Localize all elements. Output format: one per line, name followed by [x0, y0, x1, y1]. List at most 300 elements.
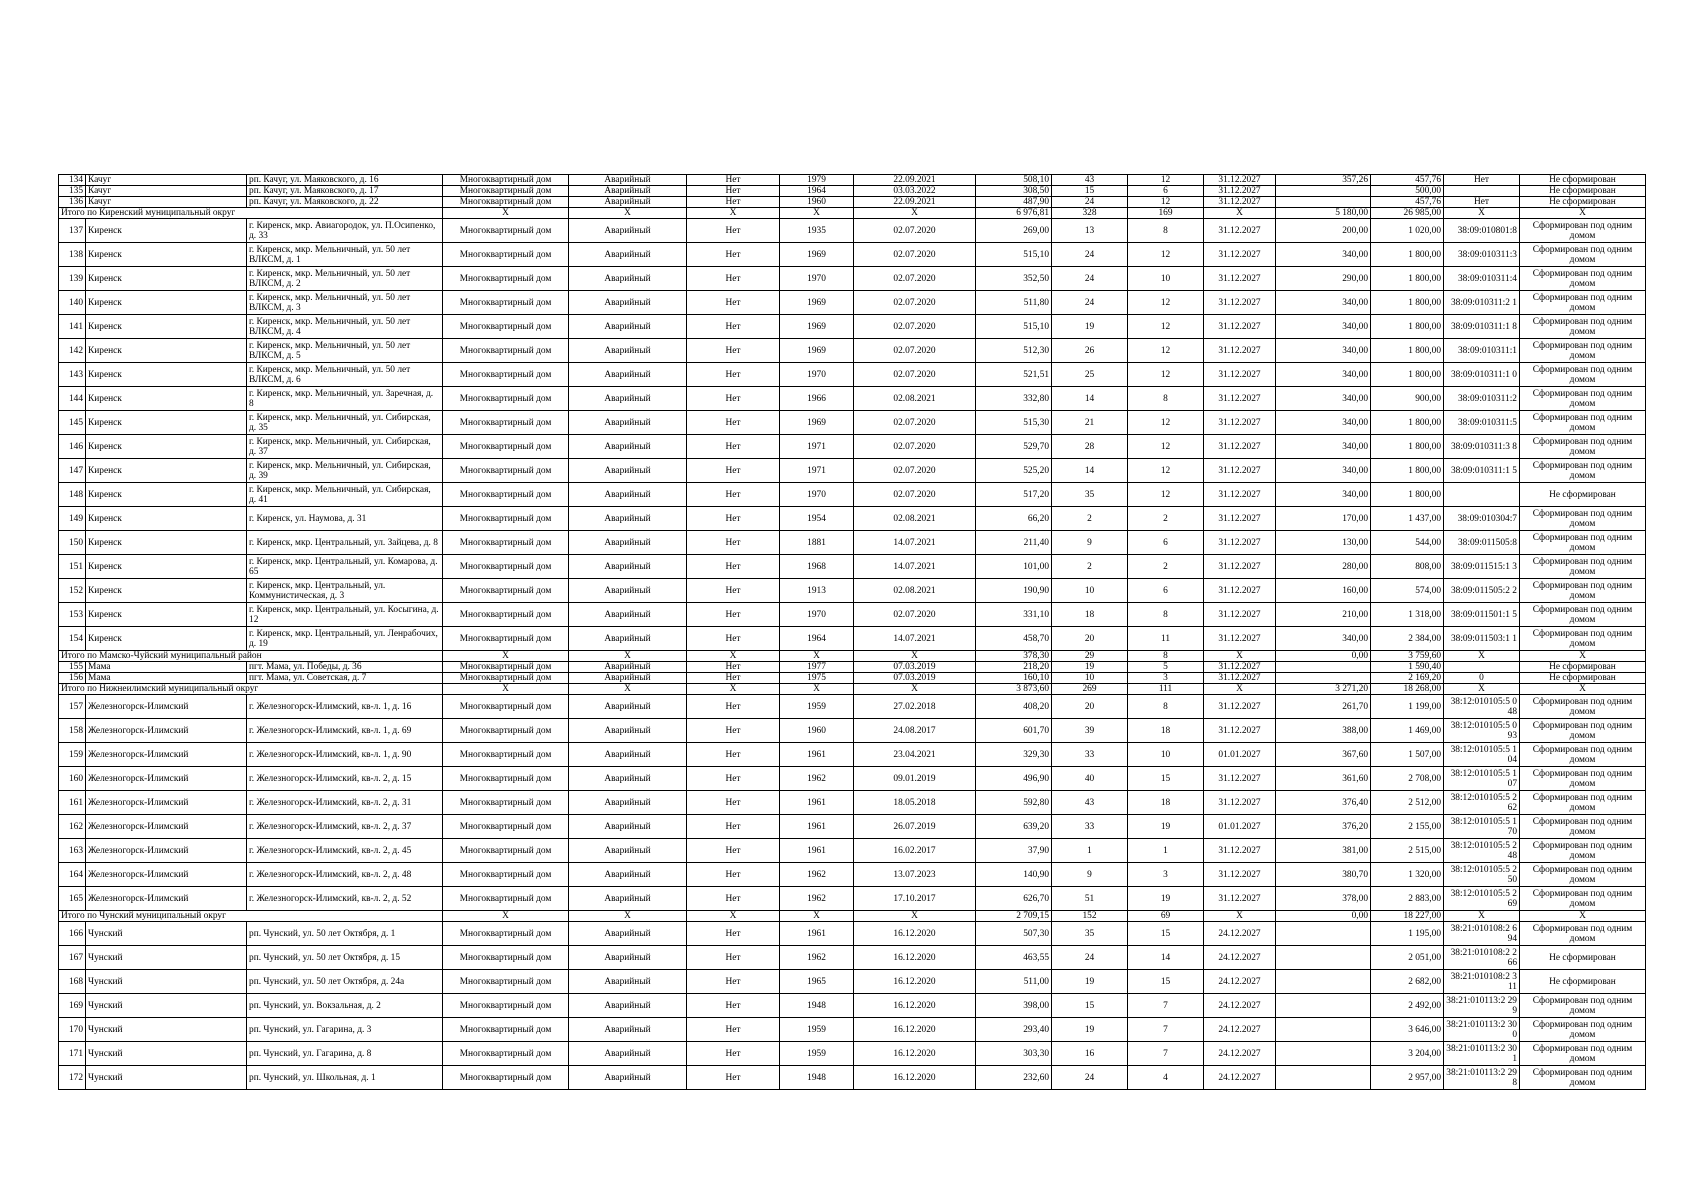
heritage-flag: Нет: [687, 719, 780, 743]
building-type: Многоквартирный дом: [443, 994, 569, 1018]
row-number: 153: [59, 603, 86, 627]
x-mark: X: [443, 911, 569, 922]
land-area: 340,00: [1276, 315, 1371, 339]
build-year: 1969: [780, 243, 854, 267]
row-number: 167: [59, 946, 86, 970]
land-area: [1276, 994, 1371, 1018]
residents: 39: [1052, 719, 1128, 743]
building-state: Аварийный: [569, 267, 687, 291]
building-type: Многоквартирный дом: [443, 695, 569, 719]
row-number: 145: [59, 411, 86, 435]
planned-date: 31.12.2027: [1204, 531, 1276, 555]
land-status: Сформирован под одним домом: [1520, 507, 1646, 531]
land-area: 376,40: [1276, 791, 1371, 815]
living-area: 515,10: [976, 315, 1052, 339]
recognition-date: 16.12.2020: [854, 994, 976, 1018]
living-area: 37,90: [976, 839, 1052, 863]
address: г. Киренск, мкр. Авиагородок, ул. П.Осипенко, д. 33: [247, 219, 443, 243]
address: г. Железногорск-Илимский, кв-л. 2, д. 15: [247, 767, 443, 791]
building-state: Аварийный: [569, 197, 687, 208]
address: рп. Качуг, ул. Маяковского, д. 16: [247, 175, 443, 186]
municipality: Чунский: [86, 970, 247, 994]
x-mark: X: [1204, 911, 1276, 922]
living-area: 507,30: [976, 922, 1052, 946]
table-row: [59, 863, 1646, 887]
heritage-flag: Нет: [687, 1042, 780, 1066]
address: г. Железногорск-Илимский, кв-л. 2, д. 52: [247, 887, 443, 911]
build-year: 1881: [780, 531, 854, 555]
subtotal-row: [59, 911, 1646, 922]
subtotal-apartments: 69: [1128, 911, 1204, 922]
heritage-flag: Нет: [687, 219, 780, 243]
address: г. Железногорск-Илимский, кв-л. 2, д. 37: [247, 815, 443, 839]
land-area-2: 1 469,00: [1371, 719, 1444, 743]
land-status: Сформирован под одним домом: [1520, 411, 1646, 435]
cadastral-number: [1444, 662, 1520, 673]
planned-date: 31.12.2027: [1204, 363, 1276, 387]
address: г. Железногорск-Илимский, кв-л. 2, д. 45: [247, 839, 443, 863]
building-type: Многоквартирный дом: [443, 662, 569, 673]
x-mark: X: [1204, 684, 1276, 695]
building-state: Аварийный: [569, 411, 687, 435]
residents: 20: [1052, 695, 1128, 719]
address: г. Киренск, мкр. Мельничный, ул. 50 лет ВЛКСМ, д. 3: [247, 291, 443, 315]
land-area: 376,20: [1276, 815, 1371, 839]
land-area-2: 2 492,00: [1371, 994, 1444, 1018]
build-year: 1970: [780, 267, 854, 291]
apartments: 12: [1128, 291, 1204, 315]
table-row: [59, 175, 1646, 186]
x-mark: X: [854, 651, 976, 662]
cadastral-number: 38:09:010311:2: [1444, 387, 1520, 411]
subtotal-land-area-2: 18 227,00: [1371, 911, 1444, 922]
subtotal-land-area: 3 271,20: [1276, 684, 1371, 695]
recognition-date: 14.07.2021: [854, 531, 976, 555]
residents: 10: [1052, 579, 1128, 603]
building-type: Многоквартирный дом: [443, 922, 569, 946]
row-number: 155: [59, 662, 86, 673]
heritage-flag: Нет: [687, 791, 780, 815]
apartments: 6: [1128, 579, 1204, 603]
build-year: 1959: [780, 695, 854, 719]
municipality: Киренск: [86, 507, 247, 531]
residents: 9: [1052, 531, 1128, 555]
building-state: Аварийный: [569, 363, 687, 387]
address: рп. Чунский, ул. 50 лет Октября, д. 1: [247, 922, 443, 946]
planned-date: 24.12.2027: [1204, 922, 1276, 946]
planned-date: 31.12.2027: [1204, 219, 1276, 243]
building-type: Многоквартирный дом: [443, 743, 569, 767]
x-mark: X: [1444, 911, 1520, 922]
address: рп. Качуг, ул. Маяковского, д. 22: [247, 197, 443, 208]
land-area: [1276, 1042, 1371, 1066]
living-area: 515,30: [976, 411, 1052, 435]
build-year: 1975: [780, 673, 854, 684]
building-type: Многоквартирный дом: [443, 175, 569, 186]
building-type: Многоквартирный дом: [443, 531, 569, 555]
recognition-date: 16.12.2020: [854, 1066, 976, 1090]
land-status: Сформирован под одним домом: [1520, 695, 1646, 719]
living-area: 101,00: [976, 555, 1052, 579]
subtotal-area: 6 976,81: [976, 208, 1052, 219]
land-area: [1276, 1018, 1371, 1042]
cadastral-number: 38:09:010311:1: [1444, 339, 1520, 363]
municipality: Железногорск-Илимский: [86, 839, 247, 863]
planned-date: 31.12.2027: [1204, 186, 1276, 197]
row-number: 138: [59, 243, 86, 267]
residents: 13: [1052, 219, 1128, 243]
municipality: Киренск: [86, 411, 247, 435]
recognition-date: 02.07.2020: [854, 339, 976, 363]
building-state: Аварийный: [569, 483, 687, 507]
table-row: [59, 673, 1646, 684]
build-year: 1948: [780, 1066, 854, 1090]
cadastral-number: 38:21:010113:2 301: [1444, 1042, 1520, 1066]
row-number: 135: [59, 186, 86, 197]
building-state: Аварийный: [569, 435, 687, 459]
planned-date: 31.12.2027: [1204, 483, 1276, 507]
land-status: Не сформирован: [1520, 186, 1646, 197]
heritage-flag: Нет: [687, 1066, 780, 1090]
heritage-flag: Нет: [687, 315, 780, 339]
municipality: Киренск: [86, 459, 247, 483]
land-area-2: 1 800,00: [1371, 315, 1444, 339]
row-number: 137: [59, 219, 86, 243]
building-type: Многоквартирный дом: [443, 243, 569, 267]
land-status: Сформирован под одним домом: [1520, 767, 1646, 791]
recognition-date: 02.07.2020: [854, 219, 976, 243]
recognition-date: 16.12.2020: [854, 922, 976, 946]
subtotal-apartments: 169: [1128, 208, 1204, 219]
address: г. Железногорск-Илимский, кв-л. 1, д. 90: [247, 743, 443, 767]
x-mark: X: [569, 208, 687, 219]
land-area: 280,00: [1276, 555, 1371, 579]
planned-date: 31.12.2027: [1204, 291, 1276, 315]
row-number: 149: [59, 507, 86, 531]
land-status: Сформирован под одним домом: [1520, 267, 1646, 291]
cadastral-number: 38:09:011505:2 2: [1444, 579, 1520, 603]
cadastral-number: 38:09:010311:1 5: [1444, 459, 1520, 483]
address: г. Железногорск-Илимский, кв-л. 1, д. 69: [247, 719, 443, 743]
land-status: Не сформирован: [1520, 662, 1646, 673]
heritage-flag: Нет: [687, 435, 780, 459]
x-mark: X: [1520, 208, 1646, 219]
land-area: [1276, 197, 1371, 208]
address: г. Киренск, мкр. Мельничный, ул. 50 лет ВЛКСМ, д. 1: [247, 243, 443, 267]
heritage-flag: Нет: [687, 291, 780, 315]
residents: 33: [1052, 815, 1128, 839]
municipality: Чунский: [86, 946, 247, 970]
housing-table: [58, 174, 1646, 1090]
land-area-2: 1 800,00: [1371, 339, 1444, 363]
municipality: Киренск: [86, 243, 247, 267]
recognition-date: 14.07.2021: [854, 627, 976, 651]
build-year: 1962: [780, 767, 854, 791]
build-year: 1969: [780, 339, 854, 363]
land-area: 290,00: [1276, 267, 1371, 291]
planned-date: 01.01.2027: [1204, 815, 1276, 839]
recognition-date: 17.10.2017: [854, 887, 976, 911]
land-area-2: 2 708,00: [1371, 767, 1444, 791]
land-status: Сформирован под одним домом: [1520, 719, 1646, 743]
x-mark: X: [780, 911, 854, 922]
table-row: [59, 887, 1646, 911]
apartments: 15: [1128, 767, 1204, 791]
building-state: Аварийный: [569, 387, 687, 411]
subtotal-area: 378,30: [976, 651, 1052, 662]
land-area: 340,00: [1276, 387, 1371, 411]
cadastral-number: 38:09:010801:8: [1444, 219, 1520, 243]
land-area-2: 574,00: [1371, 579, 1444, 603]
recognition-date: 02.07.2020: [854, 411, 976, 435]
build-year: 1961: [780, 815, 854, 839]
recognition-date: 02.07.2020: [854, 291, 976, 315]
x-mark: X: [687, 684, 780, 695]
address: рп. Чунский, ул. Гагарина, д. 8: [247, 1042, 443, 1066]
planned-date: 31.12.2027: [1204, 603, 1276, 627]
row-number: 169: [59, 994, 86, 1018]
building-state: Аварийный: [569, 887, 687, 911]
cadastral-number: 38:12:010105:5 170: [1444, 815, 1520, 839]
x-mark: X: [854, 911, 976, 922]
planned-date: 31.12.2027: [1204, 197, 1276, 208]
x-mark: X: [687, 208, 780, 219]
building-state: Аварийный: [569, 186, 687, 197]
x-mark: X: [687, 911, 780, 922]
recognition-date: 22.09.2021: [854, 197, 976, 208]
address: г. Киренск, мкр. Мельничный, ул. 50 лет ВЛКСМ, д. 5: [247, 339, 443, 363]
table-row: [59, 743, 1646, 767]
land-area: [1276, 662, 1371, 673]
planned-date: 31.12.2027: [1204, 887, 1276, 911]
heritage-flag: Нет: [687, 767, 780, 791]
heritage-flag: Нет: [687, 531, 780, 555]
recognition-date: 02.07.2020: [854, 459, 976, 483]
build-year: 1965: [780, 970, 854, 994]
subtotal-land-area-2: 18 268,00: [1371, 684, 1444, 695]
building-type: Многоквартирный дом: [443, 603, 569, 627]
municipality: Чунский: [86, 1066, 247, 1090]
recognition-date: 09.01.2019: [854, 767, 976, 791]
land-area-2: 1 800,00: [1371, 243, 1444, 267]
land-area: 340,00: [1276, 363, 1371, 387]
build-year: 1961: [780, 922, 854, 946]
living-area: 66,20: [976, 507, 1052, 531]
building-state: Аварийный: [569, 767, 687, 791]
land-area: 200,00: [1276, 219, 1371, 243]
heritage-flag: Нет: [687, 946, 780, 970]
apartments: 11: [1128, 627, 1204, 651]
municipality: Киренск: [86, 555, 247, 579]
building-state: Аварийный: [569, 315, 687, 339]
recognition-date: 16.12.2020: [854, 970, 976, 994]
building-state: Аварийный: [569, 946, 687, 970]
building-type: Многоквартирный дом: [443, 839, 569, 863]
x-mark: X: [569, 911, 687, 922]
building-state: Аварийный: [569, 1066, 687, 1090]
land-area: 361,60: [1276, 767, 1371, 791]
heritage-flag: Нет: [687, 1018, 780, 1042]
building-state: Аварийный: [569, 459, 687, 483]
apartments: 18: [1128, 791, 1204, 815]
land-status: Сформирован под одним домом: [1520, 387, 1646, 411]
land-area-2: 1 800,00: [1371, 483, 1444, 507]
build-year: 1968: [780, 555, 854, 579]
land-area: 340,00: [1276, 411, 1371, 435]
apartments: 10: [1128, 267, 1204, 291]
municipality: Киренск: [86, 627, 247, 651]
row-number: 143: [59, 363, 86, 387]
recognition-date: 03.03.2022: [854, 186, 976, 197]
building-state: Аварийный: [569, 339, 687, 363]
building-type: Многоквартирный дом: [443, 186, 569, 197]
table-row: [59, 363, 1646, 387]
cadastral-number: 38:12:010105:5 262: [1444, 791, 1520, 815]
planned-date: 31.12.2027: [1204, 863, 1276, 887]
subtotal-land-area: 5 180,00: [1276, 208, 1371, 219]
planned-date: 31.12.2027: [1204, 695, 1276, 719]
subtotal-land-area: 0,00: [1276, 651, 1371, 662]
building-type: Многоквартирный дом: [443, 1042, 569, 1066]
land-area: 340,00: [1276, 435, 1371, 459]
build-year: 1971: [780, 459, 854, 483]
cadastral-number: 38:21:010108:2 694: [1444, 922, 1520, 946]
land-area: [1276, 946, 1371, 970]
cadastral-number: 38:21:010113:2 300: [1444, 1018, 1520, 1042]
land-status: Сформирован под одним домом: [1520, 315, 1646, 339]
building-type: Многоквартирный дом: [443, 267, 569, 291]
row-number: 147: [59, 459, 86, 483]
address: пгт. Мама, ул. Победы, д. 36: [247, 662, 443, 673]
land-status: Сформирован под одним домом: [1520, 839, 1646, 863]
land-status: Не сформирован: [1520, 946, 1646, 970]
living-area: 332,80: [976, 387, 1052, 411]
land-status: Сформирован под одним домом: [1520, 363, 1646, 387]
residents: 24: [1052, 946, 1128, 970]
cadastral-number: 38:21:010113:2 298: [1444, 1066, 1520, 1090]
living-area: 463,55: [976, 946, 1052, 970]
table-row: [59, 291, 1646, 315]
address: г. Киренск, мкр. Центральный, ул. Комарова, д. 65: [247, 555, 443, 579]
living-area: 508,10: [976, 175, 1052, 186]
building-state: Аварийный: [569, 507, 687, 531]
living-area: 601,70: [976, 719, 1052, 743]
building-state: Аварийный: [569, 839, 687, 863]
address: рп. Чунский, ул. Вокзальная, д. 2: [247, 994, 443, 1018]
land-status: Сформирован под одним домом: [1520, 887, 1646, 911]
heritage-flag: Нет: [687, 970, 780, 994]
land-area-2: 3 204,00: [1371, 1042, 1444, 1066]
x-mark: X: [443, 684, 569, 695]
row-number: 134: [59, 175, 86, 186]
planned-date: 31.12.2027: [1204, 673, 1276, 684]
land-status: Сформирован под одним домом: [1520, 531, 1646, 555]
apartments: 12: [1128, 483, 1204, 507]
planned-date: 01.01.2027: [1204, 743, 1276, 767]
x-mark: X: [443, 208, 569, 219]
building-type: Многоквартирный дом: [443, 411, 569, 435]
municipality: Киренск: [86, 291, 247, 315]
apartments: 15: [1128, 970, 1204, 994]
subtotal-row: [59, 651, 1646, 662]
land-area-2: 1 800,00: [1371, 291, 1444, 315]
residents: 33: [1052, 743, 1128, 767]
row-number: 140: [59, 291, 86, 315]
x-mark: X: [780, 684, 854, 695]
subtotal-residents: 269: [1052, 684, 1128, 695]
row-number: 154: [59, 627, 86, 651]
table-row: [59, 662, 1646, 673]
heritage-flag: Нет: [687, 483, 780, 507]
building-type: Многоквартирный дом: [443, 315, 569, 339]
build-year: 1961: [780, 839, 854, 863]
cadastral-number: 38:09:010304:7: [1444, 507, 1520, 531]
building-type: Многоквартирный дом: [443, 767, 569, 791]
municipality: Чунский: [86, 1042, 247, 1066]
address: г. Железногорск-Илимский, кв-л. 1, д. 16: [247, 695, 443, 719]
address: г. Киренск, мкр. Мельничный, ул. Сибирская, д. 39: [247, 459, 443, 483]
table-row: [59, 719, 1646, 743]
municipality: Киренск: [86, 483, 247, 507]
address: г. Киренск, ул. Наумова, д. 31: [247, 507, 443, 531]
municipality: Киренск: [86, 531, 247, 555]
heritage-flag: Нет: [687, 175, 780, 186]
planned-date: 31.12.2027: [1204, 627, 1276, 651]
row-number: 166: [59, 922, 86, 946]
x-mark: X: [854, 684, 976, 695]
heritage-flag: Нет: [687, 555, 780, 579]
recognition-date: 13.07.2023: [854, 863, 976, 887]
building-state: Аварийный: [569, 627, 687, 651]
apartments: 7: [1128, 1018, 1204, 1042]
build-year: 1971: [780, 435, 854, 459]
planned-date: 31.12.2027: [1204, 243, 1276, 267]
recognition-date: 16.12.2020: [854, 946, 976, 970]
planned-date: 24.12.2027: [1204, 1018, 1276, 1042]
row-number: 157: [59, 695, 86, 719]
planned-date: 31.12.2027: [1204, 435, 1276, 459]
x-mark: X: [443, 651, 569, 662]
apartments: 6: [1128, 186, 1204, 197]
municipality: Железногорск-Илимский: [86, 863, 247, 887]
land-area-2: 1 800,00: [1371, 267, 1444, 291]
municipality: Железногорск-Илимский: [86, 767, 247, 791]
heritage-flag: Нет: [687, 339, 780, 363]
apartments: 12: [1128, 315, 1204, 339]
cadastral-number: [1444, 483, 1520, 507]
land-area-2: 1 320,00: [1371, 863, 1444, 887]
build-year: 1970: [780, 363, 854, 387]
x-mark: X: [1520, 651, 1646, 662]
planned-date: 31.12.2027: [1204, 175, 1276, 186]
apartments: 8: [1128, 695, 1204, 719]
land-area-2: 1 199,00: [1371, 695, 1444, 719]
cadastral-number: 38:12:010105:5 107: [1444, 767, 1520, 791]
land-status: Сформирован под одним домом: [1520, 243, 1646, 267]
table-row: [59, 579, 1646, 603]
land-area-2: 1 590,40: [1371, 662, 1444, 673]
municipality: Железногорск-Илимский: [86, 719, 247, 743]
heritage-flag: Нет: [687, 186, 780, 197]
recognition-date: 02.07.2020: [854, 267, 976, 291]
living-area: 303,30: [976, 1042, 1052, 1066]
row-number: 141: [59, 315, 86, 339]
living-area: 190,90: [976, 579, 1052, 603]
land-status: Не сформирован: [1520, 673, 1646, 684]
apartments: 19: [1128, 815, 1204, 839]
apartments: 3: [1128, 673, 1204, 684]
living-area: 408,20: [976, 695, 1052, 719]
